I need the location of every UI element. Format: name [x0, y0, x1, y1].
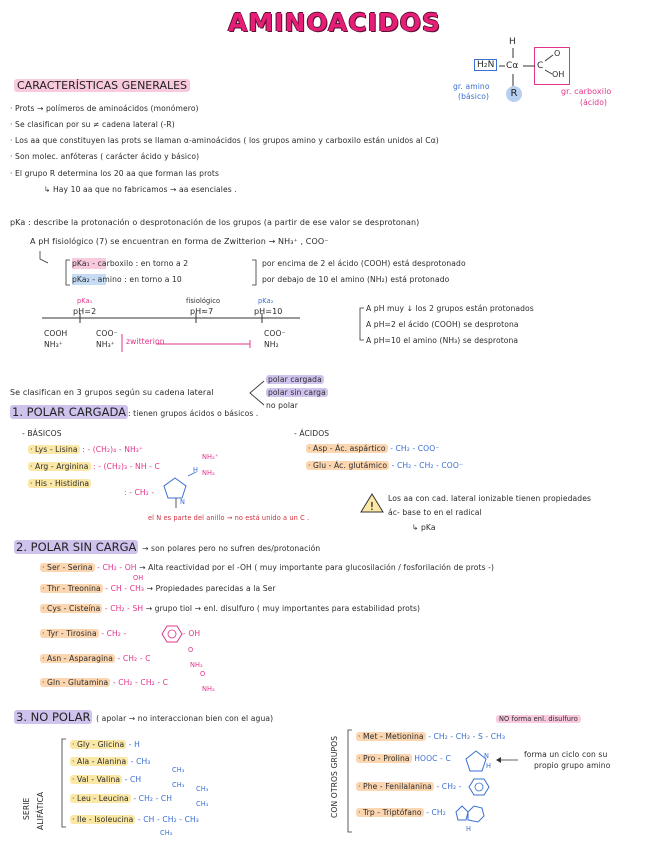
class-option-1: polar cargada — [268, 375, 322, 384]
carboxyl-note: (ácido) — [580, 98, 608, 107]
axis-g1b: NH₃⁺ — [44, 340, 63, 349]
gln-nh2: NH₂ — [202, 685, 215, 693]
warning-icon — [360, 492, 390, 516]
axis-ph2: pH=2 — [73, 307, 97, 316]
axis-g2b: NH₃⁺ — [96, 340, 115, 349]
trp-h: H — [466, 825, 472, 833]
arg-nh2-top: NH₂⁺ — [202, 453, 219, 461]
no-forma-note — [496, 715, 581, 723]
phe-name: · Phe - Fenilalanina — [358, 782, 432, 791]
polar-sin-desc: → son polares pero no sufren des/protonación — [142, 544, 321, 553]
page-title: AMINOACIDOS — [228, 8, 442, 37]
axis-g3b: NH₂ — [264, 340, 279, 349]
leu-formula: - CH₂ - CH — [133, 794, 173, 803]
asn-name: · Asn - Asparagina — [42, 654, 113, 663]
generales-line-1: · Prots → polímeros de aminoácidos (monómero) — [10, 104, 199, 113]
axis-g1a: COOH — [44, 329, 68, 338]
phe-formula: - CH₂ - — [436, 782, 462, 791]
no-polar-title: 3. NO POLAR — [16, 710, 91, 724]
indole-ring — [452, 800, 492, 830]
axis-g3a: COO⁻ — [264, 329, 286, 338]
ph-zwitterion: A pH fisiológico (7) se encuentran en forma de Zwitterion → NH₃⁺ , COO⁻ — [30, 237, 329, 246]
generales-line-4: · Son molec. anfóteras ( carácter ácido y básico) — [10, 152, 200, 161]
his-note: el N es parte del anillo → no está unido a un C . — [148, 514, 310, 522]
warning-line-1: Los aa con cad. lateral ionizable tienen propiedades — [388, 494, 592, 503]
cys-formula: - CH₂ - SH — [104, 604, 144, 613]
generales-line-5: · El grupo R determina los 20 aa que forman las prots — [10, 169, 220, 178]
arg-nh2-bottom: NH₂ — [202, 469, 215, 477]
glu-row — [306, 461, 463, 470]
cys-name: · Cys - Cisteína — [42, 604, 101, 613]
generales-heading: CARACTERÍSTICAS GENERALES — [14, 79, 190, 92]
no-polar-desc: ( apolar → no interaccionan bien con el agua) — [96, 714, 274, 723]
struct-amine: H₂N — [474, 59, 497, 71]
gln-row — [40, 678, 168, 687]
his-name: · His - Histidina — [30, 479, 90, 488]
ile-formula: - CH - CH₂ - CH₃ — [137, 815, 199, 824]
serie-label: SERIE — [22, 797, 31, 820]
glu-formula: - CH₂ - CH₂ - COO⁻ — [391, 461, 464, 470]
pro-h: H — [486, 762, 492, 770]
otros-label: CON OTROS GRUPOS — [330, 735, 339, 818]
ile-name: · Ile - Isoleucina — [72, 815, 134, 824]
tyr-row — [40, 629, 126, 638]
arg-name: · Arg - Arginina — [30, 462, 89, 471]
struct-calpha: Cα — [506, 61, 519, 71]
polar-cargada-desc: : tienen grupos ácidos o básicos . — [127, 409, 259, 418]
ph-bullet-3: A pH=10 el amino (NH₃) se desprotona — [366, 336, 519, 345]
asn-row — [40, 654, 150, 663]
leu-name: · Leu - Leucina — [72, 794, 129, 803]
basicos-label: - BÁSICOS — [22, 429, 62, 438]
struct-h: H — [509, 37, 516, 47]
asn-o: O — [188, 646, 194, 654]
trp-row — [356, 808, 446, 817]
pro-arrow — [494, 756, 524, 766]
ph-bullet-2: A pH=2 el ácido (COOH) se desprotona — [366, 320, 519, 329]
pka-note-2: por debajo de 10 el amino (NH₂) está protonado — [262, 275, 450, 284]
ala-formula: - CH₃ — [130, 757, 151, 766]
lys-name: · Lys - Lisina — [30, 445, 78, 454]
lys-row — [28, 445, 143, 454]
asp-name: · Asp - Ác. aspártico — [308, 444, 386, 453]
alifatica-label: ALIFÁTICA — [36, 791, 45, 830]
acidos-label: - ÁCIDOS — [294, 429, 330, 438]
otros-bracket — [0, 730, 646, 840]
trp-formula: - CH₂ — [426, 808, 446, 817]
his-formula: : - CH₂ - — [124, 488, 155, 497]
his-h: H — [193, 466, 199, 474]
pro-n: N — [484, 752, 490, 760]
tyr-formula: - CH₂ - — [101, 629, 127, 638]
ser-note: → Alta reactividad por el -OH ( muy importante para glucosilación / fosforilación de prots -) — [139, 563, 495, 572]
ser-formula: - CH₂ - OH — [97, 563, 137, 572]
met-row — [356, 732, 505, 741]
thr-note: → Propiedades parecidas a la Ser — [146, 584, 276, 593]
lys-formula: : - (CH₂)₄ - NH₃⁺ — [82, 445, 144, 454]
warning-line-2: ác- base to en el radical — [388, 508, 482, 517]
pro-row — [356, 754, 451, 763]
leu-ch3-top: CH₃ — [196, 785, 209, 793]
pka1-line: pKa₁ - carboxilo : en torno a 2 — [72, 259, 189, 268]
ala-name: · Ala - Alanina — [72, 757, 127, 766]
arg-formula: : - (CH₂)₃ - NH - C — [93, 462, 160, 471]
polar-cargada-heading — [10, 405, 258, 419]
pro-note-2: propio grupo amino — [534, 761, 611, 770]
thr-formula: - CH - CH₃ — [105, 584, 145, 593]
axis-pka2-label: pKa₂ — [258, 297, 274, 305]
tyr-oh: - OH — [183, 629, 201, 638]
axis-zwitterion: zwitterion — [126, 337, 165, 346]
asp-formula: - CH₂ - COO⁻ — [390, 444, 440, 453]
phe-benzene-ring — [465, 777, 495, 797]
generales-line-3: · Los aa que constituyen las prots se llaman α-aminoácidos ( los grupos amino y carboxilo están unidos al Cα) — [10, 136, 439, 145]
gln-o: O — [200, 670, 206, 678]
gln-name: · Gln - Glutamina — [42, 678, 109, 687]
trp-name: · Trp - Triptófano — [358, 808, 422, 817]
ser-row — [40, 563, 494, 572]
no-forma-text: NO forma enl. disulfuro — [496, 715, 581, 723]
pka2-line: pKa₂ - amino : en torno a 10 — [72, 275, 182, 284]
ile-ch3: CH₃ — [160, 829, 173, 837]
his-n: N — [180, 498, 186, 506]
met-formula: - CH₂ - CH₂ - S - CH₃ — [428, 732, 506, 741]
axis-fis-label: fisiológico — [186, 297, 221, 305]
pka-note-1: por encima de 2 el ácido (COOH) está desprotonado — [262, 259, 466, 268]
struct-o: O — [554, 49, 561, 58]
pro-note-1: forma un ciclo con su — [524, 750, 608, 759]
val-ch3-top: CH₃ — [172, 766, 185, 774]
axis-pka1-label: pKa₁ — [77, 297, 93, 305]
axis-ph10: pH=10 — [254, 307, 283, 316]
polar-sin-heading — [14, 540, 320, 554]
val-formula: - CH — [124, 775, 142, 784]
structure-bonds — [0, 0, 646, 120]
asn-formula: - CH₂ - C — [117, 654, 151, 663]
class-option-3: no polar — [266, 401, 299, 410]
asp-row — [306, 444, 439, 453]
cys-row — [40, 604, 420, 613]
ser-name: · Ser - Serina — [42, 563, 93, 572]
polar-sin-title: 2. POLAR SIN CARGA — [16, 540, 137, 554]
ph-bullet-1: A pH muy ↓ los 2 grupos están protonados — [366, 304, 534, 313]
bracket-right — [0, 300, 646, 350]
class-option-2: polar sin carga — [268, 388, 326, 397]
cys-note: → grupo tiol → enl. disulfuro ( muy importantes para estabilidad prots) — [145, 604, 421, 613]
thr-oh: OH — [133, 574, 144, 582]
no-polar-heading — [14, 710, 273, 724]
struct-oh: OH — [552, 70, 565, 79]
struct-carbon: C — [537, 61, 544, 71]
svg-text:!: ! — [369, 500, 375, 513]
pka-definition: pKa : describe la protonación o desprotonación de los grupos (a partir de ese valor se desprotonan) — [10, 218, 420, 227]
amino-note: (básico) — [458, 92, 490, 101]
axis-ph7: pH≈7 — [190, 307, 214, 316]
carboxyl-label: gr. carboxilo — [561, 87, 612, 96]
glu-name: · Glu - Ác. glutámico — [308, 461, 388, 470]
pro-formula: HOOC - C — [414, 754, 451, 763]
thr-row — [40, 584, 276, 593]
classification-text: Se clasifican en 3 grupos según su cadena lateral — [10, 388, 214, 397]
gly-formula: - H — [128, 740, 140, 749]
tyr-name: · Tyr - Tirosina — [42, 629, 97, 638]
asn-nh2: NH₂ — [190, 661, 203, 669]
met-name: · Met - Metionina — [358, 732, 424, 741]
val-name: · Val - Valina — [72, 775, 121, 784]
pro-name: · Pro - Prolina — [358, 754, 410, 763]
axis-g2a: COO⁻ — [96, 329, 118, 338]
generales-line-2: · Se clasifican por su ≠ cadena lateral (-R) — [10, 120, 175, 129]
leu-ch3-bottom: CH₃ — [196, 800, 209, 808]
warning-line-3: ↳ pKa — [412, 523, 436, 532]
gln-formula: - CH₂ - CH₂ - C — [112, 678, 169, 687]
thr-name: · Thr - Treonina — [42, 584, 101, 593]
generales-line-6: ↳ Hay 10 aa que no fabricamos → aa esenciales . — [44, 185, 237, 194]
val-ch3-bottom: CH₃ — [172, 781, 185, 789]
phe-row — [356, 782, 462, 791]
gly-name: · Gly - Glicina — [72, 740, 125, 749]
amino-label: gr. amino — [453, 82, 490, 91]
polar-cargada-title: 1. POLAR CARGADA — [12, 405, 126, 419]
r-group-circle: R — [506, 86, 522, 102]
